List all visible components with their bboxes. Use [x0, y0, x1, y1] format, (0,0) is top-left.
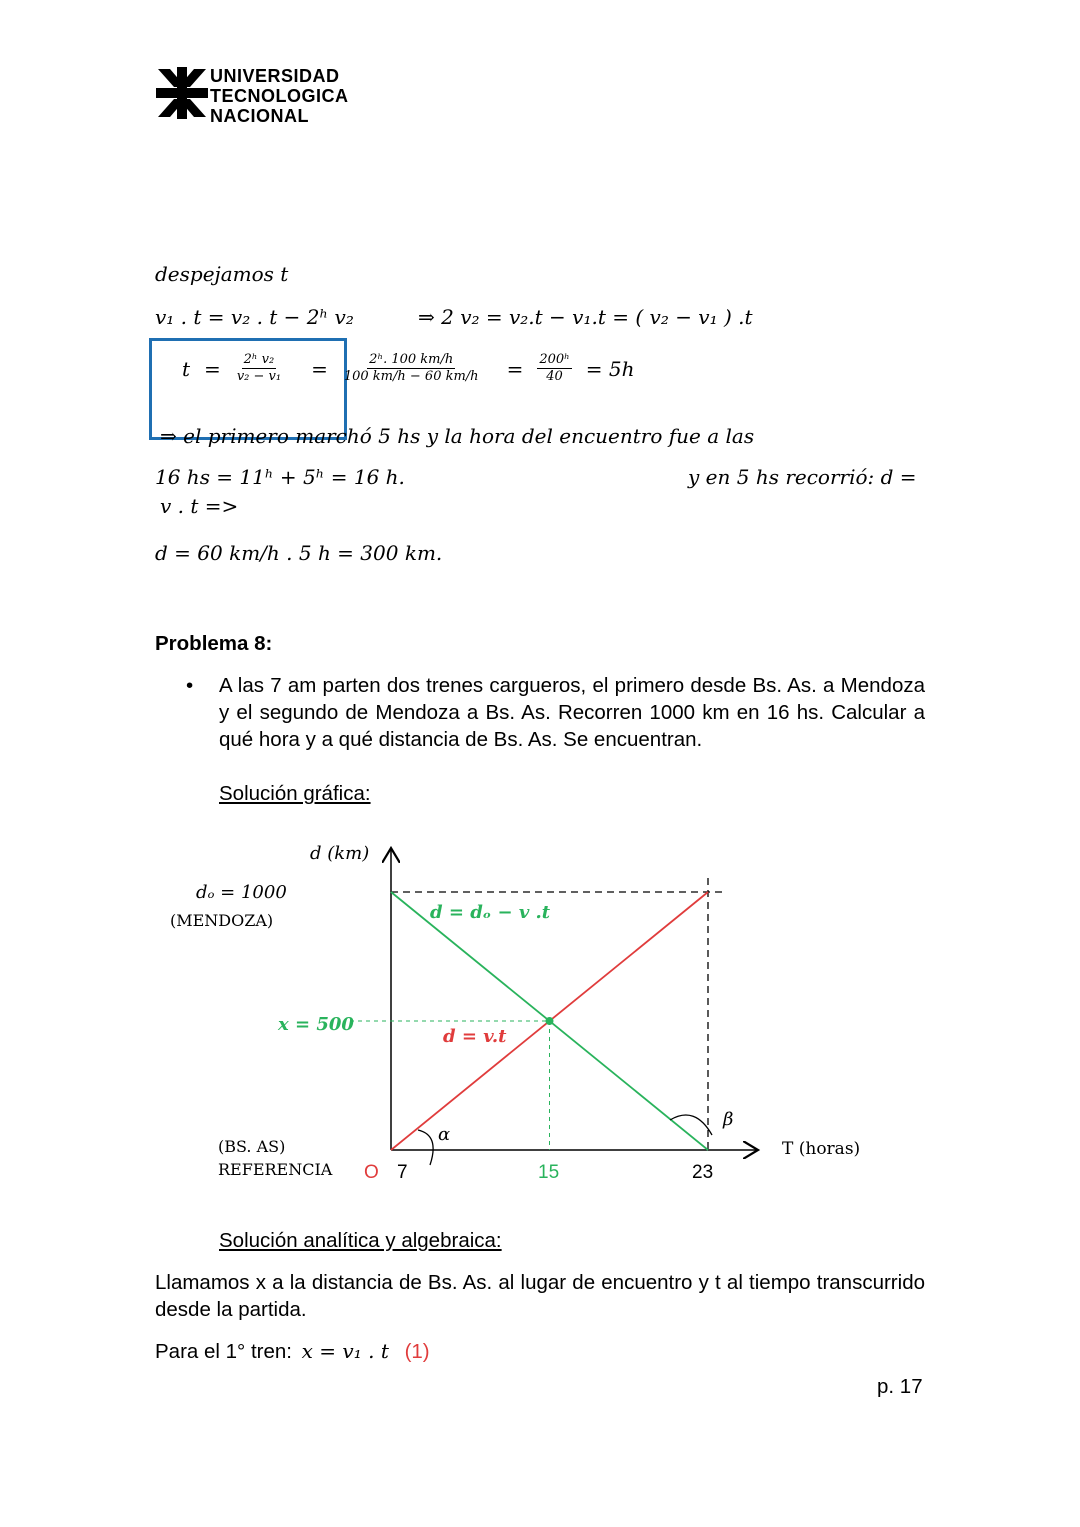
equation-reference: (1) — [404, 1340, 430, 1363]
fraction-1 — [235, 352, 283, 385]
fraction-2-numerator: 2ʰ. 100 km/h — [369, 352, 454, 367]
distance-result-line: d = 60 km/h . 5 h = 300 km. — [155, 541, 443, 565]
derivation-line1-right: ⇒ 2 v₂ = v₂.t − v₁.t = ( v₂ − v₁ ) .t — [418, 305, 753, 329]
origin-sublabel-2: REFERENCIA — [218, 1160, 333, 1179]
first-train-prefix: Para el 1° tren: — [155, 1340, 292, 1363]
fraction-2-denominator: 100 km/h − 60 km/h — [343, 369, 479, 384]
university-line-1: UNIVERSIDAD — [210, 66, 340, 86]
fraction-2 — [342, 352, 481, 385]
derivation-intro: despejamos t — [155, 262, 289, 286]
beta-label: β — [723, 1109, 734, 1130]
fraction-3-numerator: 200ʰ — [539, 352, 570, 367]
y-top-label: dₒ = 1000 — [196, 882, 287, 903]
university-logo — [156, 67, 208, 119]
utn-logo-icon — [156, 67, 208, 119]
y-top-sublabel: (MENDOZA) — [170, 911, 274, 930]
x-tick-15: 15 — [538, 1162, 560, 1183]
alpha-label: α — [438, 1124, 451, 1145]
university-line-2: TECNOLOGICA — [210, 86, 349, 106]
problem-statement: A las 7 am parten dos trenes cargueros, el primero desde Bs. As. a Mendoza y el segundo de Mendoza a Bs. As. Recorren 1000 km en 16 hs. Calcular a qué hora y a qué distancia de Bs. As. Se encuentran. — [219, 674, 925, 751]
result-value: = 5h — [585, 356, 635, 381]
equals-sign: = — [204, 356, 221, 381]
university-name — [210, 66, 349, 126]
graphic-solution-heading: Solución gráfica: — [219, 782, 371, 805]
y-mid-label: x = 500 — [278, 1014, 354, 1035]
first-train-equation: x = v₁ . t — [301, 1339, 389, 1363]
fraction-3-denominator: 40 — [546, 369, 563, 384]
green-line-label: d = dₒ − v .t — [430, 902, 551, 923]
university-line-3: NACIONAL — [210, 106, 309, 126]
distance-time-chart — [150, 830, 910, 1190]
conclusion-line: ⇒ el primero marchó 5 hs y la hora del encuentro fue a las — [160, 424, 755, 448]
bullet-marker: • — [186, 674, 194, 697]
v-t-line: v . t => — [160, 494, 239, 518]
alpha-arc — [418, 1130, 433, 1165]
fraction-1-denominator: v₂ − v₁ — [236, 369, 282, 384]
y-axis-label: d (km) — [310, 843, 370, 864]
equals-sign-3: = — [506, 356, 524, 381]
derivation-line1-left: v₁ . t = v₂ . t − 2ʰ v₂ — [155, 305, 354, 329]
fraction-3 — [537, 352, 571, 385]
red-line-label: d = v.t — [443, 1026, 507, 1047]
analytic-solution-heading: Solución analítica y algebraica: — [219, 1229, 502, 1252]
analytic-text-2 — [155, 1338, 430, 1365]
equals-sign-2: = — [311, 356, 328, 381]
t-equation — [182, 352, 635, 385]
distance-intro: y en 5 hs recorrió: d = — [688, 465, 917, 489]
x-tick-7: 7 — [397, 1162, 408, 1183]
fraction-1-numerator: 2ʰ v₂ — [243, 352, 275, 367]
x-axis-label: T (horas) — [782, 1139, 861, 1159]
analytic-text-1: Llamamos x a la distancia de Bs. As. al lugar de encuentro y t al tiempo transcurrido desde la partida. — [155, 1271, 925, 1321]
time-line: 16 hs = 11ʰ + 5ʰ = 16 h. — [155, 465, 405, 489]
x-tick-23: 23 — [692, 1162, 714, 1183]
problem-title: Problema 8: — [155, 632, 273, 655]
origin-label: O — [364, 1162, 379, 1183]
t-label: t — [182, 356, 191, 381]
origin-sublabel-1: (BS. AS) — [218, 1137, 286, 1156]
page-number: p. 17 — [877, 1375, 923, 1398]
meeting-point — [546, 1017, 554, 1025]
